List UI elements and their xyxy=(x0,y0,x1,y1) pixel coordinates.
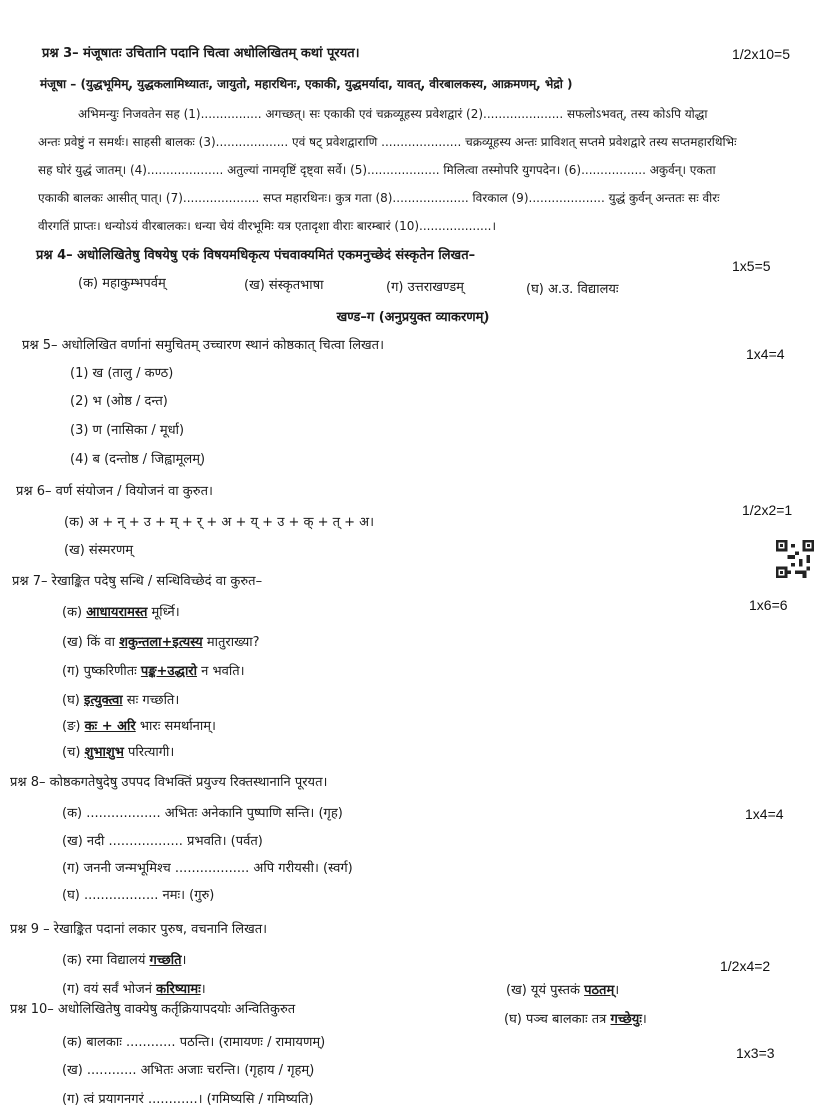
q7-item-b-post: मातुराख्या? xyxy=(202,635,260,650)
q9-item-a-pre: (क) रमा विद्यालयं xyxy=(62,953,150,968)
q10-item-a: (क) बालकाः ............ पठन्ति। (रामायणः / रामायणम्) xyxy=(62,1035,326,1050)
q9-item-d-underlined: गच्छेयुः xyxy=(610,1012,642,1027)
q7-item-d xyxy=(62,693,179,709)
q7-item-f xyxy=(62,745,174,761)
q7-item-e-post: भारः समर्थानाम्। xyxy=(135,719,216,734)
q5-item-1: (1) ख (तालु / कण्ठ) xyxy=(70,366,174,381)
q7-item-b xyxy=(62,635,260,651)
q4-option-a: (क) महाकुम्भपर्वम् xyxy=(78,276,166,291)
q8-item-d: (घ) .................. नमः। (गुरु) xyxy=(62,888,215,903)
q6-item-b: (ख) संस्मरणम् xyxy=(64,543,134,558)
q5-marks: 1x4=4 xyxy=(746,346,785,362)
q10-heading: प्रश्न 10– अधोलिखितेषु वाक्येषु कर्तृक्रियापदयोः अन्वितिकुरुत xyxy=(10,1002,296,1017)
q7-item-c-underlined: पङ्क+उद्धारो xyxy=(140,664,197,679)
qr-code-icon xyxy=(776,540,814,578)
q3-manjusha: मंजूषा – (युद्धभूमिम्, युद्धकलामिथ्यातः, जायुतो, महारथिनः, एकाकी, युद्धमर्यादा, यावत्, वीरबालकस्य, आक्रमणम्, भेद्रो ) xyxy=(40,77,573,91)
q7-item-e xyxy=(62,719,216,735)
q9-item-b xyxy=(506,983,619,999)
q7-item-c-post: न भवति। xyxy=(197,664,245,679)
q6-item-a: (क) अ + न् + उ + म् + र् + अ + य् + उ + क् + त् + अ। xyxy=(64,515,375,530)
q7-item-d-post: सः गच्छति। xyxy=(122,693,180,708)
q9-item-b-post: । xyxy=(614,983,620,998)
q8-marks: 1x4=4 xyxy=(745,806,784,822)
q7-item-a-underlined: आधायरामस्त xyxy=(86,605,148,620)
q10-marks: 1x3=3 xyxy=(736,1045,775,1061)
q8-item-a: (क) .................. अभितः अनेकानि पुष्पाणि सन्ति। (गृह) xyxy=(62,806,343,821)
q8-item-c: (ग) जननी जन्मभूमिश्च .................. अपि गरीयसी। (स्वर्ग) xyxy=(62,861,353,876)
q7-item-f-pre: (च) xyxy=(62,745,85,760)
q9-item-d-post: । xyxy=(641,1012,647,1027)
q3-para-3: सह घोरं युद्धं जातम्। (4).................... अतुल्यां नामवृष्टिं दृष्ट्वा सर्वे। (5)................... मिलित्वा तस्मोपरि युगपदेन। (6)................. अकुर्वन्। एकता xyxy=(38,163,716,177)
q7-marks: 1x6=6 xyxy=(749,597,788,613)
q7-item-c-pre: (ग) पुष्करिणीतः xyxy=(62,664,141,679)
q6-marks: 1/2x2=1 xyxy=(742,502,793,518)
q3-heading: प्रश्न 3– मंजूषातः उचितानि पदानि चित्वा अधोलिखितम् कथां पूरयत। xyxy=(42,46,360,61)
q3-marks: 1/2x10=5 xyxy=(732,46,790,62)
q9-item-a xyxy=(62,953,186,969)
q5-item-3: (3) ण (नासिका / मूर्धा) xyxy=(70,423,185,438)
q7-item-a xyxy=(62,605,180,621)
q4-option-c: (ग) उत्तराखण्डम् xyxy=(386,280,464,295)
q9-item-c xyxy=(62,982,206,998)
q9-item-a-underlined: गच्छति xyxy=(149,953,182,968)
q7-item-e-pre: (ङ) xyxy=(62,719,85,734)
q8-item-b: (ख) नदी .................. प्रभवति। (पर्वत) xyxy=(62,834,263,849)
q9-item-b-underlined: पठतम् xyxy=(584,983,615,998)
q9-item-d xyxy=(504,1012,647,1028)
q3-para-4: एकाकी बालकः आसीत् पात्। (7).................... सप्त महारथिनः। कुत्र गता (8).................... विरकाल (9).................... युद्धं कुर्वन् अन्ततः सः वीरः xyxy=(38,191,720,205)
q9-marks: 1/2x4=2 xyxy=(720,958,771,974)
q7-item-c xyxy=(62,664,245,680)
q3-para-5: वीरगतिं प्राप्तः। धन्योऽयं वीरबालकः। धन्या चेयं वीरभूमिः यत्र एतादृशा वीराः बारम्बारं (10)...................। xyxy=(38,219,497,233)
q3-para-1: अभिमन्युः निजवतेन सह (1)................ अगच्छत्। सः एकाकी एवं चक्रव्यूहस्य प्रवेशद्वारं (2)..................... सफलोऽभवत्, तस्य कोऽपि योद्धा xyxy=(78,107,708,121)
q4-marks: 1x5=5 xyxy=(732,258,771,274)
q8-heading: प्रश्न 8– कोष्ठकगतेषुदेषु उपपद विभक्तिं प्रयुज्य रिक्तस्थानानि पूरयत। xyxy=(10,775,328,790)
q5-heading: प्रश्न 5– अधोलिखित वर्णानां समुचितम् उच्चारण स्थानं कोष्ठकात् चित्वा लिखत। xyxy=(22,338,385,353)
q9-item-c-post: । xyxy=(200,982,206,997)
q9-item-c-underlined: करिष्यामः xyxy=(156,982,201,997)
q4-heading: प्रश्न 4– अधोलिखितेषु विषयेषु एकं विषयमधिकृत्य पंचवाक्यमितं एकमनुच्छेदं संस्कृतेन लिखत– xyxy=(36,248,476,263)
q7-item-a-post: मूर्ध्नि। xyxy=(147,605,180,620)
q7-heading: प्रश्न 7– रेखाङ्कित पदेषु सन्धि / सन्धिविच्छेदं वा कुरुत– xyxy=(12,574,263,589)
q3-para-2: अन्तः प्रवेष्टुं न समर्थः। साहसी बालकः (3)................... एवं षट् प्रवेशद्वाराणि ..................... चक्रव्यूहस्य अन्तः प्राविशत् सप्तमे प्रवेशद्वारे तस्य सप्तमहारथिभिः xyxy=(38,135,737,149)
q5-item-2: (2) भ (ओष्ठ / दन्त) xyxy=(70,394,168,409)
q9-item-c-pre: (ग) वयं सर्वं भोजनं xyxy=(62,982,157,997)
q7-item-f-post: परित्यागी। xyxy=(123,745,175,760)
q7-item-d-underlined: इत्युक्त्वा xyxy=(83,693,123,708)
q7-item-e-underlined: कः + अरि xyxy=(84,719,136,734)
q7-item-f-underlined: शुभाशुभ xyxy=(84,745,124,760)
section-heading: खण्ड–ग (अनुप्रयुक्त व्याकरणम्) xyxy=(336,310,490,325)
q10-item-b: (ख) ............ अभितः अजाः चरन्ति। (गृहाय / गृहम्) xyxy=(62,1063,315,1078)
q7-item-a-pre: (क) xyxy=(62,605,87,620)
q9-item-a-post: । xyxy=(181,953,187,968)
q10-item-c: (ग) त्वं प्रयागनगरं ............। (गमिष्यसि / गमिष्यति) xyxy=(62,1092,314,1107)
q4-option-b: (ख) संस्कृतभाषा xyxy=(244,278,324,293)
q9-heading: प्रश्न 9 – रेखाङ्कित पदानां लकार पुरुष, वचनानि लिखत। xyxy=(10,922,268,937)
q4-option-d: (घ) अ.उ. विद्यालयः xyxy=(526,282,619,297)
q6-heading: प्रश्न 6– वर्ण संयोजन / वियोजनं वा कुरुत। xyxy=(16,484,213,499)
q9-item-d-pre: (घ) पञ्च बालकाः तत्र xyxy=(504,1012,611,1027)
q5-item-4: (4) ब (दन्तोष्ठ / जिह्वामूलम्) xyxy=(70,452,206,467)
q9-item-b-pre: (ख) यूयं पुस्तकं xyxy=(506,983,585,998)
q7-item-b-underlined: शकुन्तला+इत्यस्य xyxy=(119,635,203,650)
q7-item-d-pre: (घ) xyxy=(62,693,84,708)
q7-item-b-pre: (ख) किं वा xyxy=(62,635,120,650)
